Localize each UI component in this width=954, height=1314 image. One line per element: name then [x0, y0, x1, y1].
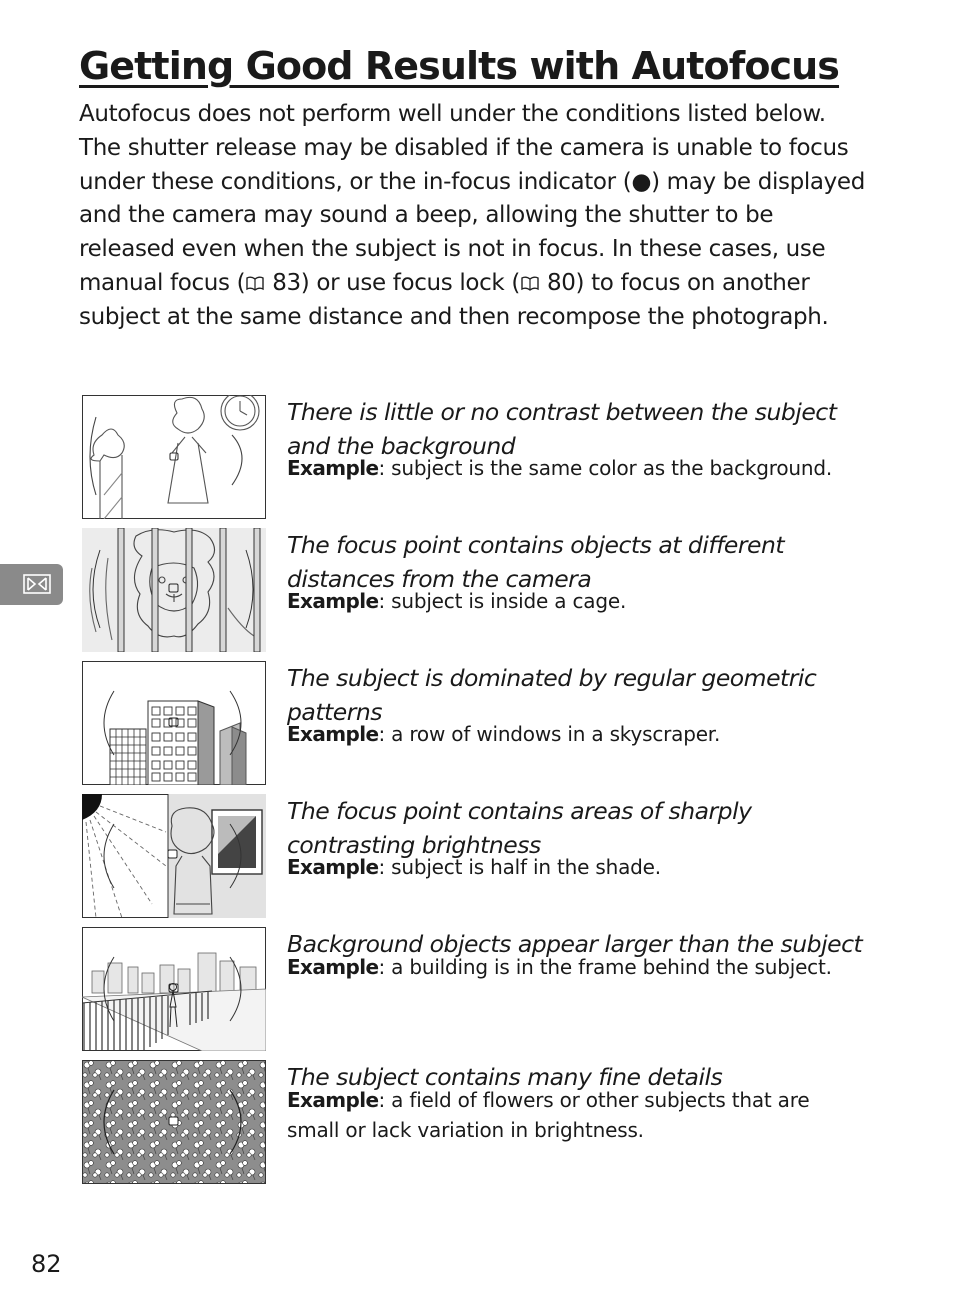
condition-row [82, 927, 882, 1052]
condition-heading: The subject is dominated by regular geometric patterns [287, 664, 817, 726]
condition-heading: The subject contains many fine details [287, 1063, 723, 1091]
page-reference[interactable]: 83 [272, 269, 301, 296]
condition-row [82, 395, 882, 520]
condition-example: Example: a field of flowers or other subjects that are small or lack variation in brightness. [287, 1088, 810, 1142]
in-focus-indicator-icon: ● [631, 168, 652, 195]
intro-paragraph: Autofocus does not perform well under the conditions listed below. The shutter release may be disabled if the camera is unable to focus under these conditions, or the in-focus indicator (●) may be displayed and the camera may sound a beep, allowing the shutter to be released even when the subject is not in focus. In these cases, use manual focus ( 83) or use focus lock ( 80) to focus on another subject at the same distance and then recompose the photograph. [79, 101, 865, 330]
condition-example: Example: subject is the same color as the background. [287, 456, 832, 480]
condition-example: Example: subject is inside a cage. [287, 589, 627, 613]
condition-example: Example: a row of windows in a skyscraper. [287, 722, 721, 746]
autofocus-tab-icon [22, 573, 52, 595]
condition-row [82, 528, 882, 653]
half-shade-illustration [82, 794, 266, 918]
page-title: Getting Good Results with Autofocus [79, 44, 840, 88]
book-reference-icon [520, 276, 540, 291]
page-number: 82 [31, 1250, 62, 1278]
background-buildings-illustration [82, 927, 266, 1051]
caged-lion-illustration [82, 528, 266, 652]
condition-row [82, 661, 882, 786]
condition-row [82, 1060, 882, 1185]
condition-example: Example: a building is in the frame behind the subject. [287, 955, 832, 979]
flower-field-illustration [82, 1060, 266, 1184]
skyscraper-windows-illustration [82, 661, 266, 785]
book-reference-icon [245, 276, 265, 291]
section-tab[interactable] [0, 564, 63, 605]
condition-row [82, 794, 882, 919]
condition-heading: There is little or no contrast between the subject and the background [287, 398, 837, 460]
low-contrast-illustration [82, 395, 266, 519]
condition-heading: The focus point contains areas of sharply contrasting brightness [287, 797, 752, 859]
condition-heading: Background objects appear larger than the subject [287, 930, 863, 958]
condition-example: Example: subject is half in the shade. [287, 855, 661, 879]
page-reference[interactable]: 80 [546, 269, 576, 296]
condition-heading: The focus point contains objects at different distances from the camera [287, 531, 785, 593]
